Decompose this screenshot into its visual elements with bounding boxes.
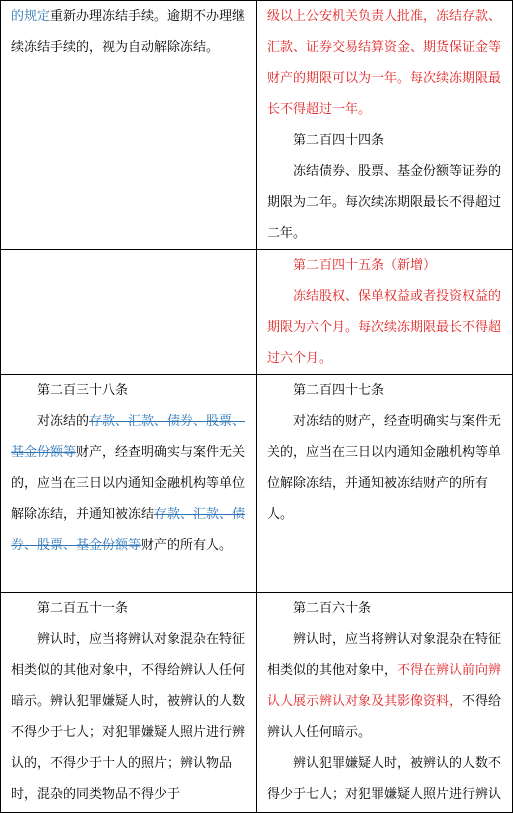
table-row [1, 375, 513, 593]
deleted-text: 存款、汇款、债券、股票、基金份额等 [11, 414, 246, 460]
old-text-cell [1, 593, 257, 813]
article-heading: 第二百三十八条 [37, 383, 129, 398]
new-text-cell [257, 375, 513, 593]
article-text: 辨认犯罪嫌疑人时，被辨认的人数不得少于七人；对犯罪嫌疑人照片进行辨认 [267, 756, 502, 802]
article-heading: 第二百六十条 [293, 601, 372, 616]
article-heading: 第二百四十四条 [293, 133, 385, 148]
old-text-cell [1, 1, 257, 250]
new-text-cell [257, 593, 513, 813]
table-row [1, 593, 513, 813]
new-text-cell [257, 1, 513, 250]
article-heading: 第二百五十一条 [37, 601, 129, 616]
article-heading: 第二百四十七条 [293, 383, 385, 398]
old-text-cell-empty [1, 250, 257, 375]
table-row [1, 250, 513, 375]
cell-text: 重新办理冻结手续。逾期不办理继续冻结手续的，视为自动解除冻结。 [11, 9, 246, 55]
changed-phrase: 的规定 [11, 9, 51, 24]
article-text: 冻结股权、保单权益或者投资权益的期限为六个月。每次续冻期限最长不得超过六个月。 [267, 289, 502, 366]
added-text: 不得在辨认前向辨认人展示辨认对象及其影像资料， [267, 663, 502, 709]
article-text: 对冻结的财产，经查明确实与案件无关的，应当在三日以内通知金融机构等单位解除冻结，并通知被冻结财产的所有人。 [267, 414, 502, 522]
new-text-cell [257, 250, 513, 375]
added-text: 级以上公安机关负责人批准，冻结存款、汇款、证券交易结算资金、期货保证金等财产的期限可以为一年。每次续冻期限最长不得超过一年。 [267, 9, 502, 117]
article-text: 冻结债券、股票、基金份额等证券的期限为二年。每次续冻期限最长不得超过二年。 [267, 164, 502, 241]
old-text-cell [1, 375, 257, 593]
table-row [1, 1, 513, 250]
deleted-text: 存款、汇款、债券、股票、基金份额等 [11, 507, 246, 553]
article-text: 辨认时，应当将辨认对象混杂在特征相类似的其他对象中，不得给辨认人任何暗示。辨认犯罪嫌疑人时，被辨认的人数不得少于七人；对犯罪嫌疑人照片进行辨认的，不得少于十人的照片；辨认物品时，混杂的同类物品不得少于 [11, 632, 246, 802]
article-text: 辨认时，应当将辨认对象混杂在特征相类似的其他对象中，不得在辨认前向辨认人展示辨认对象及其影像资料，不得给辨认人任何暗示。 [267, 632, 502, 740]
article-text: 对冻结的存款、汇款、债券、股票、基金份额等财产，经查明确实与案件无关的，应当在三日以内通知金融机构等单位解除冻结，并通知被冻结存款、汇款、债券、股票、基金份额等财产的所有人。 [11, 414, 246, 553]
article-heading: 第二百四十五条（新增） [293, 258, 437, 273]
